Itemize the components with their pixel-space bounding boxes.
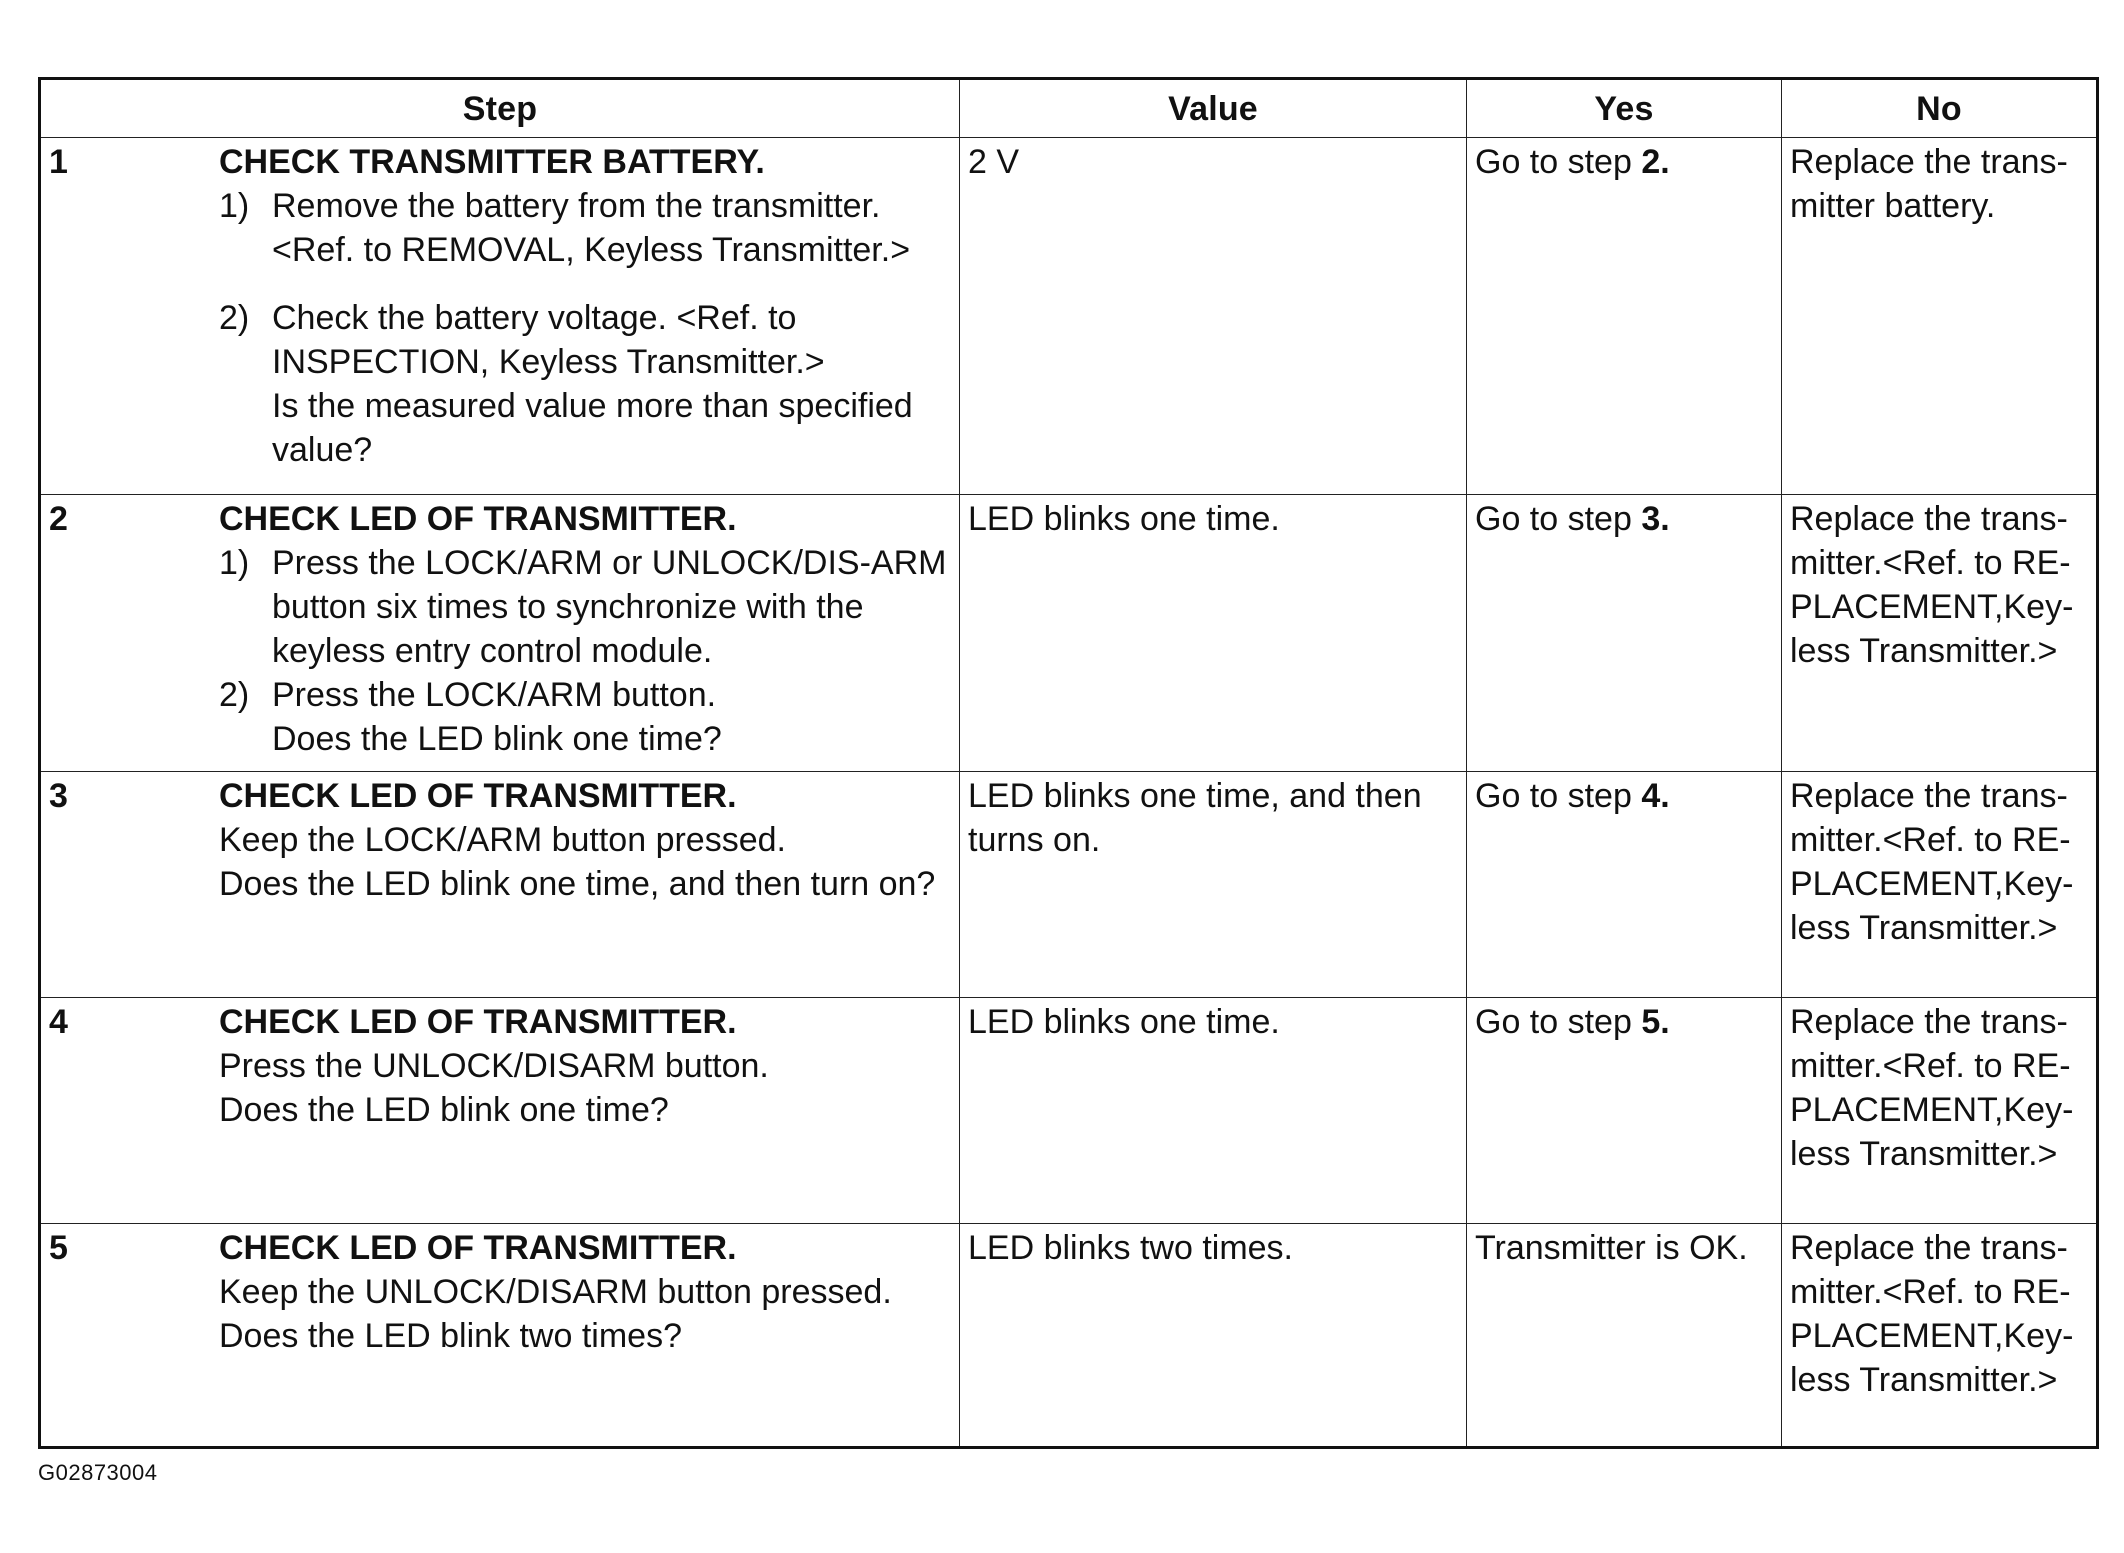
- step-cell: [40, 998, 960, 1224]
- yes-step-ref: 5.: [1641, 1003, 1670, 1041]
- value-cell: LED blinks one time.: [960, 998, 1467, 1224]
- step-title: CHECK TRANSMITTER BATTERY.: [219, 143, 765, 181]
- yes-cell: [1467, 998, 1782, 1224]
- yes-cell: Transmitter is OK.: [1467, 1224, 1782, 1448]
- substep: [219, 541, 951, 673]
- step-cell: [40, 1224, 960, 1448]
- step-title: CHECK LED OF TRANSMITTER.: [219, 500, 737, 538]
- step-number: 2: [49, 500, 68, 538]
- table-row: [40, 998, 2098, 1224]
- substep: [219, 296, 951, 472]
- value-cell: LED blinks one time.: [960, 495, 1467, 772]
- step-question: Does the LED blink one time, and then turn on?: [219, 865, 936, 903]
- step-number: 4: [49, 1003, 68, 1041]
- step-number: 5: [49, 1229, 68, 1267]
- table-row: [40, 772, 2098, 998]
- header-step: Step: [40, 79, 960, 138]
- substep-number: 2): [219, 676, 250, 714]
- yes-cell: [1467, 772, 1782, 998]
- table-row: [40, 138, 2098, 495]
- step-instruction: Keep the UNLOCK/DISARM button pressed.: [219, 1273, 892, 1311]
- yes-text: Go to step: [1475, 500, 1642, 538]
- substep-text: Check the battery voltage. <Ref. to INSPECTION, Keyless Transmitter.>: [272, 299, 825, 381]
- value-cell: 2 V: [960, 138, 1467, 495]
- yes-cell: [1467, 138, 1782, 495]
- no-cell: Replace the trans-mitter.<Ref. to RE-PLACEMENT,Key-less Transmitter.>: [1782, 1224, 2098, 1448]
- step-question: Does the LED blink two times?: [219, 1317, 682, 1355]
- step-number: 3: [49, 777, 68, 815]
- step-number: 1: [49, 143, 68, 181]
- substep: [219, 673, 951, 761]
- step-question: Does the LED blink one time?: [272, 720, 722, 758]
- substep-number: 2): [219, 299, 250, 337]
- step-title: CHECK LED OF TRANSMITTER.: [219, 1229, 737, 1267]
- header-no: No: [1782, 79, 2098, 138]
- substep: [219, 184, 951, 272]
- header-row: [40, 79, 2098, 138]
- header-yes: Yes: [1467, 79, 1782, 138]
- no-cell: Replace the trans-mitter.<Ref. to RE-PLACEMENT,Key-less Transmitter.>: [1782, 495, 2098, 772]
- no-cell: Replace the trans-mitter battery.: [1782, 138, 2098, 495]
- yes-cell: [1467, 495, 1782, 772]
- step-cell: [40, 138, 960, 495]
- yes-step-ref: 2.: [1641, 143, 1670, 181]
- substep-text: Remove the battery from the transmitter. <Ref. to REMOVAL, Keyless Transmitter.>: [272, 187, 911, 269]
- substep-number: 1): [219, 544, 250, 582]
- step-question: Does the LED blink one time?: [219, 1091, 669, 1129]
- value-cell: LED blinks two times.: [960, 1224, 1467, 1448]
- table-row: [40, 495, 2098, 772]
- yes-step-ref: 3.: [1641, 500, 1670, 538]
- yes-text: Go to step: [1475, 1003, 1642, 1041]
- step-instruction: Keep the LOCK/ARM button pressed.: [219, 821, 786, 859]
- step-title: CHECK LED OF TRANSMITTER.: [219, 1003, 737, 1041]
- value-cell: LED blinks one time, and then turns on.: [960, 772, 1467, 998]
- diagnostic-table: [38, 77, 2099, 1449]
- step-cell: [40, 772, 960, 998]
- yes-step-ref: 4.: [1641, 777, 1670, 815]
- step-title: CHECK LED OF TRANSMITTER.: [219, 777, 737, 815]
- yes-text: Go to step: [1475, 143, 1642, 181]
- step-instruction: Press the UNLOCK/DISARM button.: [219, 1047, 769, 1085]
- substep-text: Press the LOCK/ARM or UNLOCK/DIS-ARM button six times to synchronize with the keyless entry control module.: [272, 544, 947, 670]
- substep-number: 1): [219, 187, 250, 225]
- no-cell: Replace the trans-mitter.<Ref. to RE-PLACEMENT,Key-less Transmitter.>: [1782, 998, 2098, 1224]
- no-cell: Replace the trans-mitter.<Ref. to RE-PLACEMENT,Key-less Transmitter.>: [1782, 772, 2098, 998]
- table-row: [40, 1224, 2098, 1448]
- step-cell: [40, 495, 960, 772]
- step-question: Is the measured value more than specified value?: [272, 387, 913, 469]
- yes-text: Go to step: [1475, 777, 1642, 815]
- substep-text: Press the LOCK/ARM button.: [272, 676, 717, 714]
- header-value: Value: [960, 79, 1467, 138]
- figure-id: G02873004: [38, 1460, 158, 1485]
